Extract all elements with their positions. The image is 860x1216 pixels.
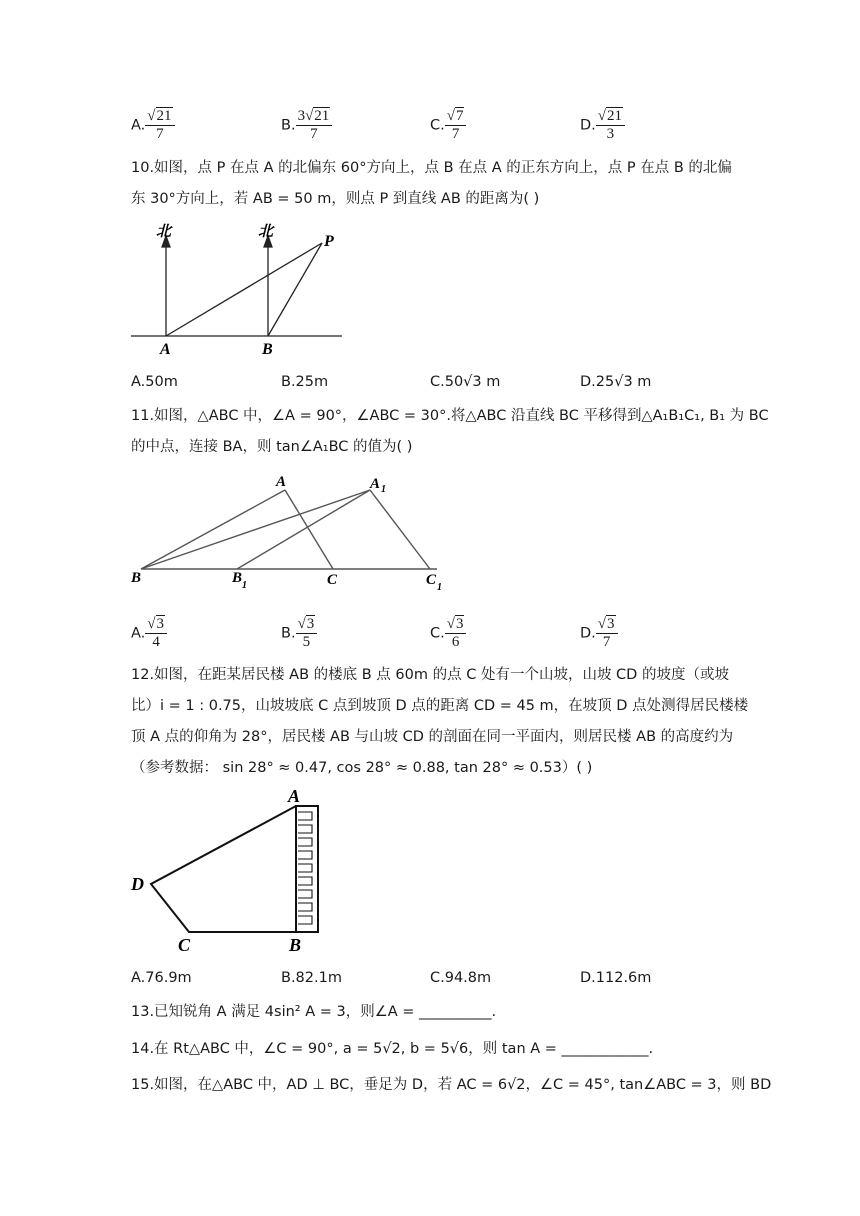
north-label-a: 北 (156, 222, 172, 240)
point-label-b: B (131, 570, 142, 586)
q11-text-line1: 11.如图，△ABC 中，∠A = 90°，∠ABC = 30°.将△ABC 沿直线 BC 平移得到△A₁B₁C₁, B₁ 为 BC (131, 408, 769, 424)
q12-option-b: B.82.1m (281, 970, 342, 986)
north-label-b: 北 (258, 222, 274, 240)
q11-option-b (281, 616, 317, 651)
q11-figure (141, 490, 437, 569)
q10-option-a: A.50m (131, 374, 178, 390)
numerator: 21 (156, 108, 172, 124)
fraction: $\frac{√3}{5}$ (296, 616, 318, 651)
q12-text-line4: （参考数据： sin 28° ≈ 0.47, cos 28° ≈ 0.88, tan 28° ≈ 0.53）( ) (131, 760, 593, 776)
numerator: 21 (314, 108, 330, 124)
segment-ac (285, 490, 333, 569)
q12-figure (151, 806, 318, 932)
q10-text-line1: 10.如图，点 P 在点 A 的北偏东 60°方向上，点 B 在点 A 的正东方向上，点 P 在点 B 的北偏 (131, 160, 732, 176)
option-label: D. (580, 625, 596, 642)
point-label-c: C (327, 572, 338, 588)
denominator: 5 (302, 634, 311, 650)
point-label-c: C (178, 935, 191, 955)
q15-text: 15.如图，在△ABC 中，AD ⊥ BC，垂足为 D，若 AC = 6√2，∠C = 45°, tan∠ABC = 3，则 BD (131, 1077, 772, 1093)
denominator: 4 (152, 634, 160, 650)
numerator: 3 (306, 616, 315, 632)
q13-text: 13.已知锐角 A 满足 4sin² A = 3，则∠A = __________. (131, 1004, 497, 1020)
option-label: A. (131, 117, 146, 134)
option-label: C. (430, 625, 445, 642)
point-label-b1: B (232, 570, 243, 586)
q14-text: 14.在 Rt△ABC 中，∠C = 90°, a = 5√2, b = 5√6，则 tan A = ____________. (131, 1041, 654, 1057)
point-label-a: A (276, 474, 287, 490)
segment-ba1 (141, 490, 370, 569)
q12-option-c: C.94.8m (430, 970, 492, 986)
fraction: $\frac{3√21}{7}$ (296, 108, 333, 143)
q11-text-line2: 的中点，连接 BA，则 tan∠A₁BC 的值为( ) (131, 439, 413, 455)
q10-option-c: C.50√3 m (430, 374, 501, 390)
numerator: 3 (455, 616, 464, 632)
subscript-b1: 1 (242, 580, 247, 591)
segment-ba (141, 490, 285, 569)
denominator: 7 (451, 126, 460, 142)
point-label-b: B (262, 341, 273, 358)
option-label: C. (430, 117, 445, 134)
numerator: 7 (455, 108, 464, 124)
q11-option-d (580, 616, 618, 651)
option-label: D. (580, 117, 596, 134)
q10-figure (131, 236, 342, 336)
option-label: B. (281, 625, 296, 642)
coefficient: 3 (297, 108, 306, 124)
q11-option-a (131, 616, 167, 651)
denominator: 3 (606, 126, 615, 142)
point-label-a1: A (370, 476, 381, 492)
numerator: 3 (607, 616, 615, 632)
denominator: 6 (451, 634, 460, 650)
fraction: $\frac{√3}{4}$ (145, 616, 167, 651)
q12-text-line2: 比）i = 1 : 0.75，山坡坡底 C 点到坡顶 D 点的距离 CD = 45 m，在坡顶 D 点处测得居民楼楼 (131, 698, 749, 714)
denominator: 7 (602, 634, 611, 650)
denominator: 7 (310, 126, 318, 142)
fraction: $\frac{√3}{6}$ (445, 616, 467, 651)
fraction: $\frac{√21}{3}$ (596, 108, 625, 143)
segment-a1c1 (370, 490, 430, 569)
segment-bp (268, 243, 322, 336)
point-label-d: D (131, 874, 144, 894)
option-label: B. (281, 117, 296, 134)
numerator: 3 (156, 616, 165, 632)
q10-option-d: D.25√3 m (580, 374, 652, 390)
fraction: $\frac{√3}{7}$ (596, 616, 618, 651)
point-label-p: P (324, 233, 334, 250)
q10-option-b: B.25m (281, 374, 329, 390)
denominator: 7 (156, 126, 164, 142)
fraction: $\frac{√21}{7}$ (145, 108, 174, 143)
building-windows (298, 812, 312, 924)
q12-text-line3: 顶 A 点的仰角为 28°，居民楼 AB 与山坡 CD 的剖面在同一平面内，则居民楼 AB 的高度约为 (131, 729, 734, 745)
point-label-a: A (288, 786, 301, 806)
numerator: 21 (607, 108, 623, 124)
q12-option-a: A.76.9m (131, 970, 192, 986)
q10-text-line2: 东 30°方向上，若 AB = 50 m，则点 P 到直线 AB 的距离为( ) (131, 191, 540, 207)
q11-option-c (430, 616, 466, 651)
subscript-c1: 1 (437, 582, 442, 593)
q12-option-d: D.112.6m (580, 970, 652, 986)
point-label-c1: C (426, 572, 437, 588)
slope-outline (151, 806, 296, 932)
point-label-a: A (160, 341, 171, 358)
fraction: $\frac{√7}{7}$ (445, 108, 467, 143)
q12-text-line1: 12.如图，在距某居民楼 AB 的楼底 B 点 60m 的点 C 处有一个山坡，山坡 CD 的坡度（或坡 (131, 667, 729, 683)
point-label-b: B (289, 935, 302, 955)
subscript-a1: 1 (381, 484, 386, 495)
option-label: A. (131, 625, 146, 642)
segment-ap (166, 243, 322, 336)
